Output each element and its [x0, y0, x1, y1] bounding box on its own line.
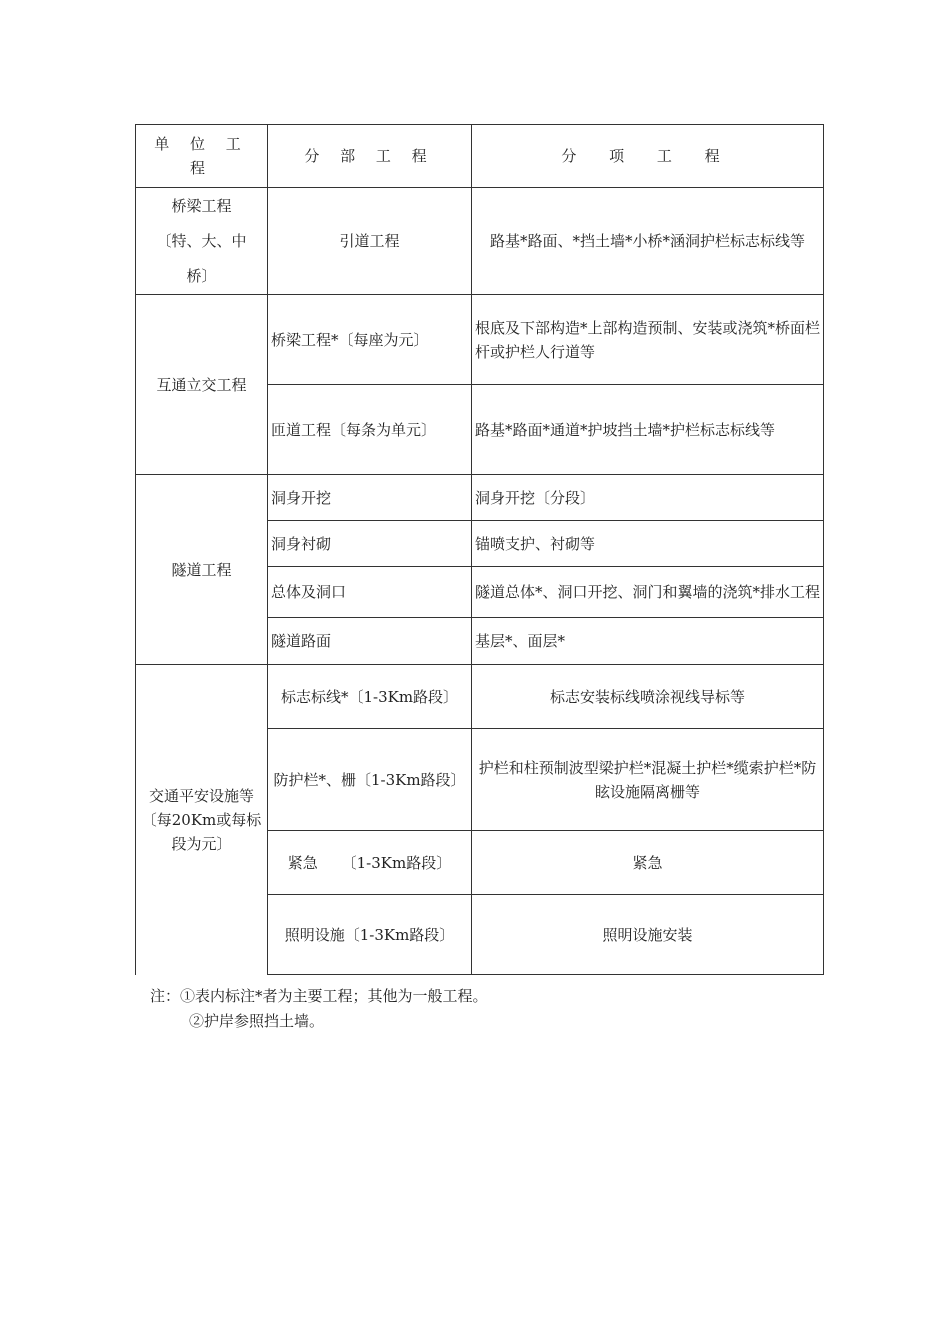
items-cell: 基层*、面层* — [472, 618, 824, 665]
table-row — [136, 665, 824, 729]
items-cell: 路基*路面*通道*护坡挡土墙*护栏标志标线等 — [472, 385, 824, 475]
division-cell: 洞身开挖 — [268, 475, 472, 521]
table-row — [136, 295, 824, 385]
header-unit: 单 位 工 程 — [136, 125, 268, 188]
unit-line: 〔每20Km或每标 — [141, 810, 262, 829]
division-cell: 桥梁工程*〔每座为元〕 — [268, 295, 472, 385]
items-cell: 护栏和柱预制波型梁护栏*混凝土护栏*缆索护栏*防眩设施隔离栅等 — [472, 729, 824, 831]
unit-cell-bridge — [136, 188, 268, 295]
table-row — [136, 188, 824, 295]
unit-line: 桥梁工程 — [171, 196, 232, 215]
table-header-row — [136, 125, 824, 188]
unit-line: 〔特、大、中 — [156, 231, 247, 250]
division-cell: 隧道路面 — [268, 618, 472, 665]
items-cell: 根底及下部构造*上部构造预制、安装或浇筑*桥面栏杆或护栏人行道等 — [472, 295, 824, 385]
division-cell: 防护栏*、栅〔1-3Km路段〕 — [268, 729, 472, 831]
unit-cell-traffic-safety — [136, 665, 268, 975]
unit-cell-tunnel: 隧道工程 — [136, 475, 268, 665]
unit-cell-interchange: 互通立交工程 — [136, 295, 268, 475]
division-cell: 引道工程 — [268, 188, 472, 295]
unit-line: 交通平安设施等 — [148, 786, 254, 805]
note-line: ②护岸参照挡土墙。 — [189, 1012, 325, 1030]
items-cell: 路基*路面、*挡土墙*小桥*涵洞护栏标志标线等 — [472, 188, 824, 295]
division-cell: 标志标线*〔1-3Km路段〕 — [268, 665, 472, 729]
unit-line: 桥〕 — [186, 266, 217, 285]
table-notes — [150, 984, 488, 1034]
table-row — [136, 475, 824, 521]
note-line: 注：①表内标注*者为主要工程；其他为一般工程。 — [150, 987, 488, 1005]
items-cell: 标志安装标线喷涂视线导标等 — [472, 665, 824, 729]
items-cell: 锚喷支护、衬砌等 — [472, 521, 824, 567]
items-cell: 紧急 — [472, 831, 824, 895]
division-cell: 匝道工程〔每条为单元〕 — [268, 385, 472, 475]
division-cell: 照明设施〔1-3Km路段〕 — [268, 895, 472, 975]
division-cell: 紧急 〔1-3Km路段〕 — [268, 831, 472, 895]
items-cell: 隧道总体*、洞口开挖、洞门和翼墙的浇筑*排水工程 — [472, 567, 824, 618]
items-cell: 洞身开挖〔分段〕 — [472, 475, 824, 521]
items-cell: 照明设施安装 — [472, 895, 824, 975]
header-items: 分 项 工 程 — [472, 125, 824, 188]
division-cell: 总体及洞口 — [268, 567, 472, 618]
engineering-division-table — [135, 124, 824, 975]
unit-line: 段为元〕 — [171, 834, 232, 853]
header-division: 分 部 工 程 — [268, 125, 472, 188]
division-cell: 洞身衬砌 — [268, 521, 472, 567]
